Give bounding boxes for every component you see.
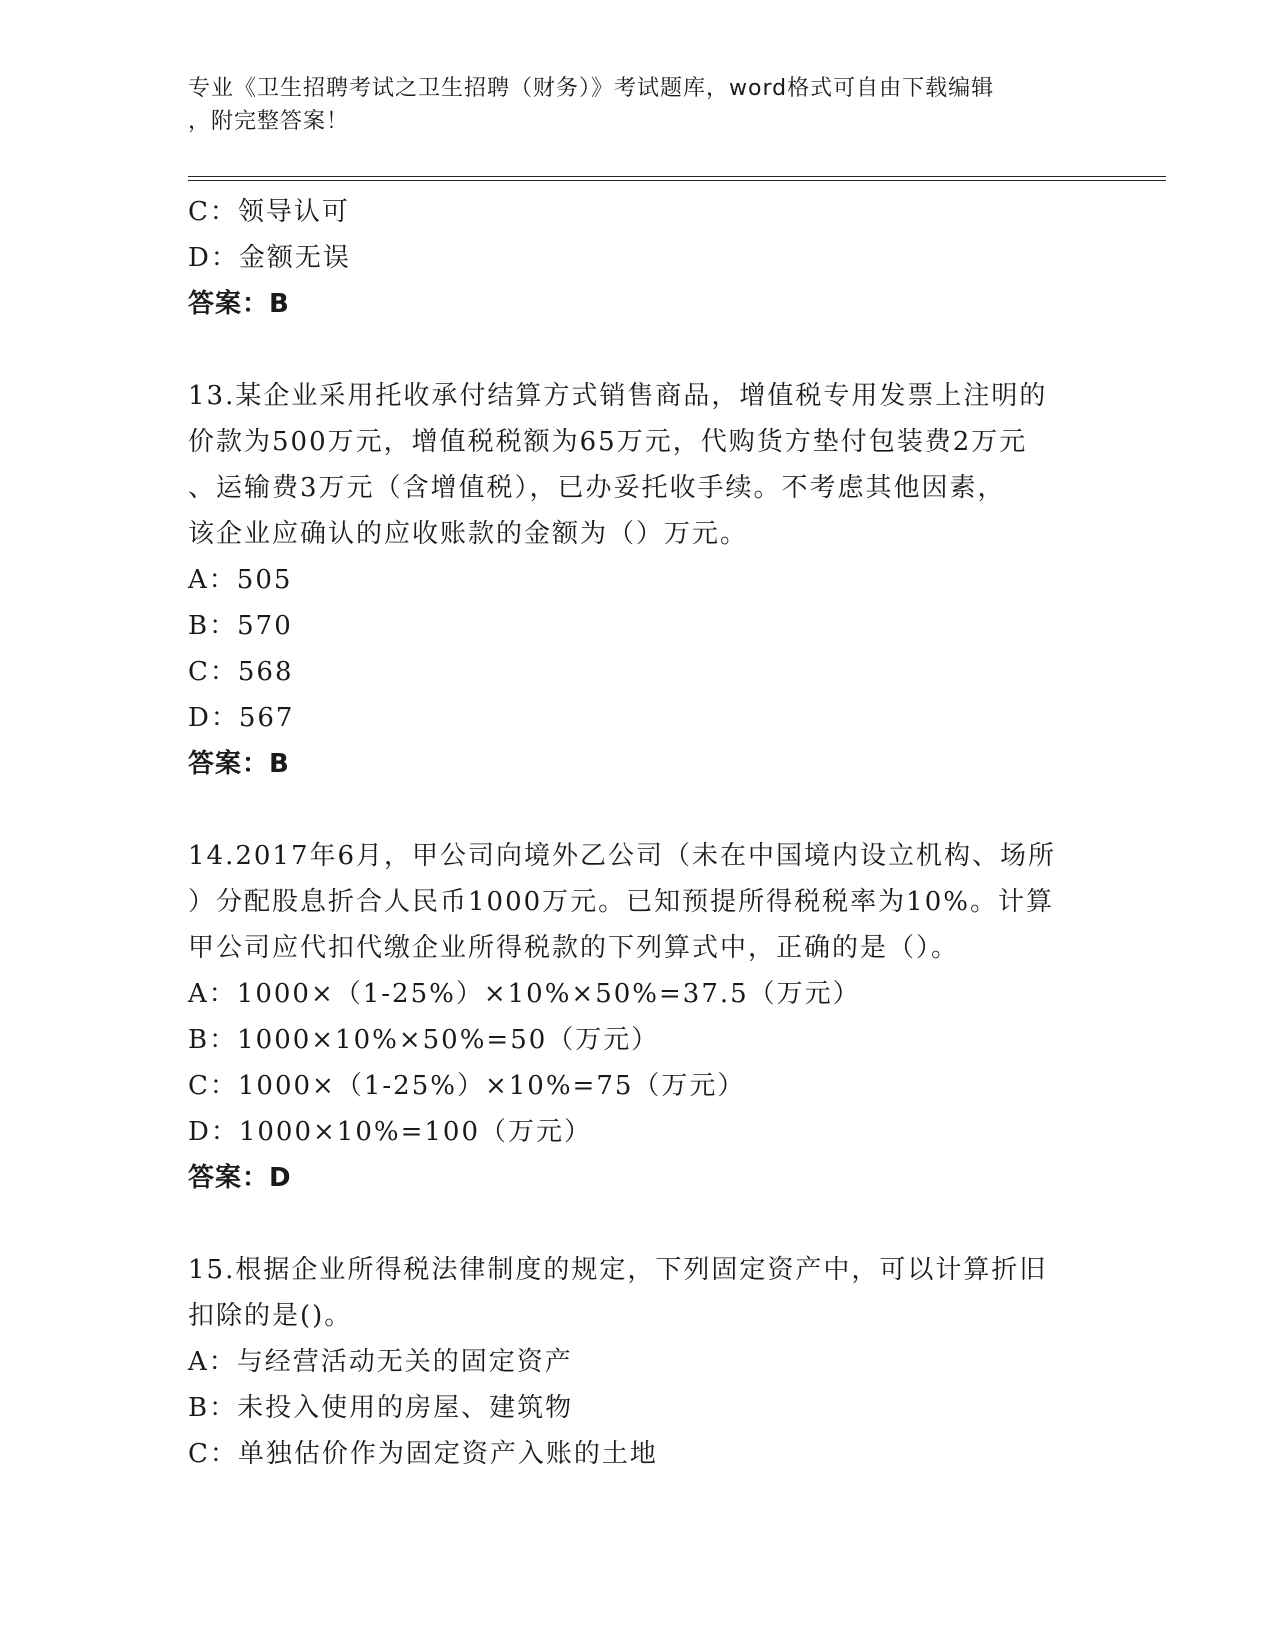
question-text-line: 该企业应确认的应收账款的金额为（）万元。 (188, 519, 749, 549)
question-text-line: 甲公司应代扣代缴企业所得税款的下列算式中，正确的是（）。 (188, 933, 960, 963)
answer: 答案：B (188, 289, 290, 319)
option-b: B：570 (188, 611, 293, 641)
document-header (188, 72, 1088, 138)
question-list (188, 189, 1108, 1477)
option-c: C：领导认可 (188, 197, 350, 227)
spacer (188, 1201, 1108, 1247)
question-text-line: 价款为500万元，增值税税额为65万元，代购货方垫付包装费2万元 (188, 427, 1028, 457)
spacer (188, 787, 1108, 833)
option-b: B：未投入使用的房屋、建筑物 (188, 1393, 574, 1423)
option-c: C：单独估价作为固定资产入账的土地 (188, 1439, 658, 1469)
question-12-tail (188, 189, 1108, 327)
option-c: C：1000×（1-25%）×10%=75（万元） (188, 1071, 746, 1101)
option-d: D：金额无误 (188, 243, 351, 273)
header-divider (188, 176, 1166, 181)
question-15 (188, 1247, 1108, 1477)
option-d: D：567 (188, 703, 295, 733)
answer: 答案：D (188, 1163, 292, 1193)
question-text-line: ）分配股息折合人民币1000万元。已知预提所得税税率为10%。计算 (188, 887, 1054, 917)
option-a: A：1000×（1-25%）×10%×50%=37.5（万元） (188, 979, 861, 1009)
question-text-line: 13.某企业采用托收承付结算方式销售商品，增值税专用发票上注明的 (188, 381, 1048, 411)
option-a: A：505 (188, 565, 293, 595)
header-line-1: 专业《卫生招聘考试之卫生招聘（财务）》考试题库，word格式可自由下载编辑 (188, 76, 995, 101)
option-d: D：1000×10%=100（万元） (188, 1117, 592, 1147)
header-line-2: ，附完整答案！ (188, 109, 350, 134)
option-b: B：1000×10%×50%=50（万元） (188, 1025, 660, 1055)
question-text-line: 扣除的是()。 (188, 1301, 353, 1331)
answer: 答案：B (188, 749, 290, 779)
question-text-line: 14.2017年6月，甲公司向境外乙公司（未在中国境内设立机构、场所 (188, 841, 1057, 871)
option-c: C：568 (188, 657, 294, 687)
question-text-line: 、运输费3万元（含增值税），已办妥托收手续。不考虑其他因素， (188, 473, 1006, 503)
option-a: A：与经营活动无关的固定资产 (188, 1347, 573, 1377)
question-13 (188, 373, 1108, 787)
spacer (188, 327, 1108, 373)
question-14 (188, 833, 1108, 1201)
question-text-line: 15.根据企业所得税法律制度的规定，下列固定资产中，可以计算折旧 (188, 1255, 1048, 1285)
